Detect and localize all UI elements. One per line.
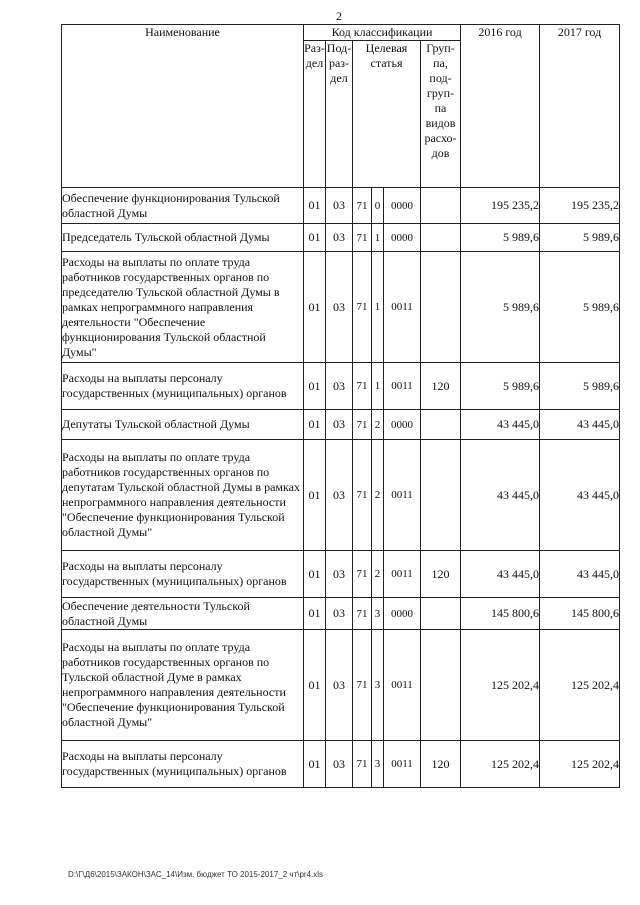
table-row <box>62 598 620 630</box>
header-podrazdel: Под- раз- дел <box>326 41 353 188</box>
row-target-1: 71 <box>353 252 372 363</box>
table-row <box>62 224 620 252</box>
row-razdel: 01 <box>304 551 326 598</box>
row-2017: 195 235,2 <box>540 188 620 224</box>
row-podrazdel: 03 <box>326 741 353 788</box>
table-row <box>62 551 620 598</box>
row-target-2: 2 <box>372 410 384 440</box>
row-2016: 5 989,6 <box>461 224 540 252</box>
row-name: Обеспечение деятельности Тульской областной Думы <box>62 598 304 630</box>
row-podrazdel: 03 <box>326 598 353 630</box>
row-target-1: 71 <box>353 630 372 741</box>
row-name: Обеспечение функционирования Тульской областной Думы <box>62 188 304 224</box>
row-target-2: 2 <box>372 440 384 551</box>
row-name: Депутаты Тульской областной Думы <box>62 410 304 440</box>
header-target: Целевая статья <box>353 41 421 188</box>
row-podrazdel: 03 <box>326 630 353 741</box>
row-group <box>421 224 461 252</box>
row-podrazdel: 03 <box>326 224 353 252</box>
row-2016: 125 202,4 <box>461 741 540 788</box>
row-group <box>421 410 461 440</box>
row-target-2: 1 <box>372 363 384 410</box>
row-target-3: 0011 <box>384 252 421 363</box>
row-2016: 43 445,0 <box>461 551 540 598</box>
header-2017: 2017 год <box>540 25 620 188</box>
row-2016: 125 202,4 <box>461 630 540 741</box>
row-target-2: 1 <box>372 252 384 363</box>
row-target-3: 0011 <box>384 363 421 410</box>
row-target-1: 71 <box>353 741 372 788</box>
row-name: Расходы на выплаты персоналу государственных (муниципальных) органов <box>62 741 304 788</box>
row-target-2: 0 <box>372 188 384 224</box>
row-group <box>421 440 461 551</box>
header-2016: 2016 год <box>461 25 540 188</box>
row-target-3: 0000 <box>384 410 421 440</box>
row-razdel: 01 <box>304 363 326 410</box>
row-2017: 5 989,6 <box>540 252 620 363</box>
row-target-3: 0000 <box>384 598 421 630</box>
row-razdel: 01 <box>304 188 326 224</box>
row-2016: 43 445,0 <box>461 440 540 551</box>
table-row <box>62 741 620 788</box>
row-2017: 43 445,0 <box>540 410 620 440</box>
row-2016: 145 800,6 <box>461 598 540 630</box>
row-podrazdel: 03 <box>326 410 353 440</box>
row-razdel: 01 <box>304 598 326 630</box>
row-group <box>421 630 461 741</box>
row-podrazdel: 03 <box>326 188 353 224</box>
row-target-1: 71 <box>353 551 372 598</box>
row-2017: 125 202,4 <box>540 630 620 741</box>
row-target-1: 71 <box>353 440 372 551</box>
row-2017: 125 202,4 <box>540 741 620 788</box>
row-target-1: 71 <box>353 188 372 224</box>
row-2016: 5 989,6 <box>461 252 540 363</box>
row-razdel: 01 <box>304 252 326 363</box>
row-2017: 43 445,0 <box>540 551 620 598</box>
row-target-3: 0000 <box>384 224 421 252</box>
row-target-2: 3 <box>372 741 384 788</box>
row-podrazdel: 03 <box>326 440 353 551</box>
row-2016: 195 235,2 <box>461 188 540 224</box>
row-2017: 145 800,6 <box>540 598 620 630</box>
row-target-3: 0011 <box>384 741 421 788</box>
row-group <box>421 598 461 630</box>
row-podrazdel: 03 <box>326 551 353 598</box>
file-path-footer: D:\Г\Д6\2015\ЗАКОН\ЗАС_14\Изм. бюджет ТО 2015-2017_2 чт\pr4.xls <box>68 870 324 879</box>
row-target-2: 3 <box>372 598 384 630</box>
row-group: 120 <box>421 741 461 788</box>
row-target-3: 0011 <box>384 551 421 598</box>
row-razdel: 01 <box>304 224 326 252</box>
row-razdel: 01 <box>304 410 326 440</box>
header-group: Груп- па, под- груп- па видов расхо- дов <box>421 41 461 188</box>
row-2016: 5 989,6 <box>461 363 540 410</box>
header-razdel: Раз- дел <box>304 41 326 188</box>
row-target-3: 0011 <box>384 440 421 551</box>
table-row <box>62 630 620 741</box>
table-row <box>62 410 620 440</box>
row-name: Расходы на выплаты по оплате труда работников государственных органов по депутатам Тульской областной Думы в рамках непрограммного направления деятельности "Обеспечение функционирования Тульской областной Думы" <box>62 440 304 551</box>
row-2017: 5 989,6 <box>540 363 620 410</box>
table-row <box>62 188 620 224</box>
row-2017: 43 445,0 <box>540 440 620 551</box>
row-group <box>421 188 461 224</box>
row-name: Расходы на выплаты по оплате труда работников государственных органов по председателю Тульской областной Думы в рамках непрограммного направления деятельности "Обеспечение функционирования Тульской областной Думы" <box>62 252 304 363</box>
page-number: 2 <box>336 9 342 23</box>
row-target-1: 71 <box>353 598 372 630</box>
row-target-2: 2 <box>372 551 384 598</box>
row-razdel: 01 <box>304 440 326 551</box>
row-razdel: 01 <box>304 741 326 788</box>
row-podrazdel: 03 <box>326 252 353 363</box>
row-target-1: 71 <box>353 410 372 440</box>
row-podrazdel: 03 <box>326 363 353 410</box>
table-row <box>62 363 620 410</box>
row-2016: 43 445,0 <box>461 410 540 440</box>
row-group <box>421 252 461 363</box>
row-target-2: 1 <box>372 224 384 252</box>
row-target-2: 3 <box>372 630 384 741</box>
table-row <box>62 252 620 363</box>
row-name: Расходы на выплаты по оплате труда работников государственных органов по Тульской областной Думе в рамках непрограммного направления деятельности "Обеспечение функционирования Тульской областной Думы" <box>62 630 304 741</box>
row-group: 120 <box>421 551 461 598</box>
row-group: 120 <box>421 363 461 410</box>
row-name: Расходы на выплаты персоналу государственных (муниципальных) органов <box>62 551 304 598</box>
row-target-1: 71 <box>353 363 372 410</box>
row-razdel: 01 <box>304 630 326 741</box>
row-target-3: 0011 <box>384 630 421 741</box>
row-target-1: 71 <box>353 224 372 252</box>
budget-table <box>61 24 620 788</box>
row-name: Расходы на выплаты персоналу государственных (муниципальных) органов <box>62 363 304 410</box>
header-classification: Код классификации <box>304 25 461 41</box>
table-row <box>62 440 620 551</box>
header-name: Наименование <box>62 25 304 188</box>
row-2017: 5 989,6 <box>540 224 620 252</box>
row-target-3: 0000 <box>384 188 421 224</box>
row-name: Председатель Тульской областной Думы <box>62 224 304 252</box>
